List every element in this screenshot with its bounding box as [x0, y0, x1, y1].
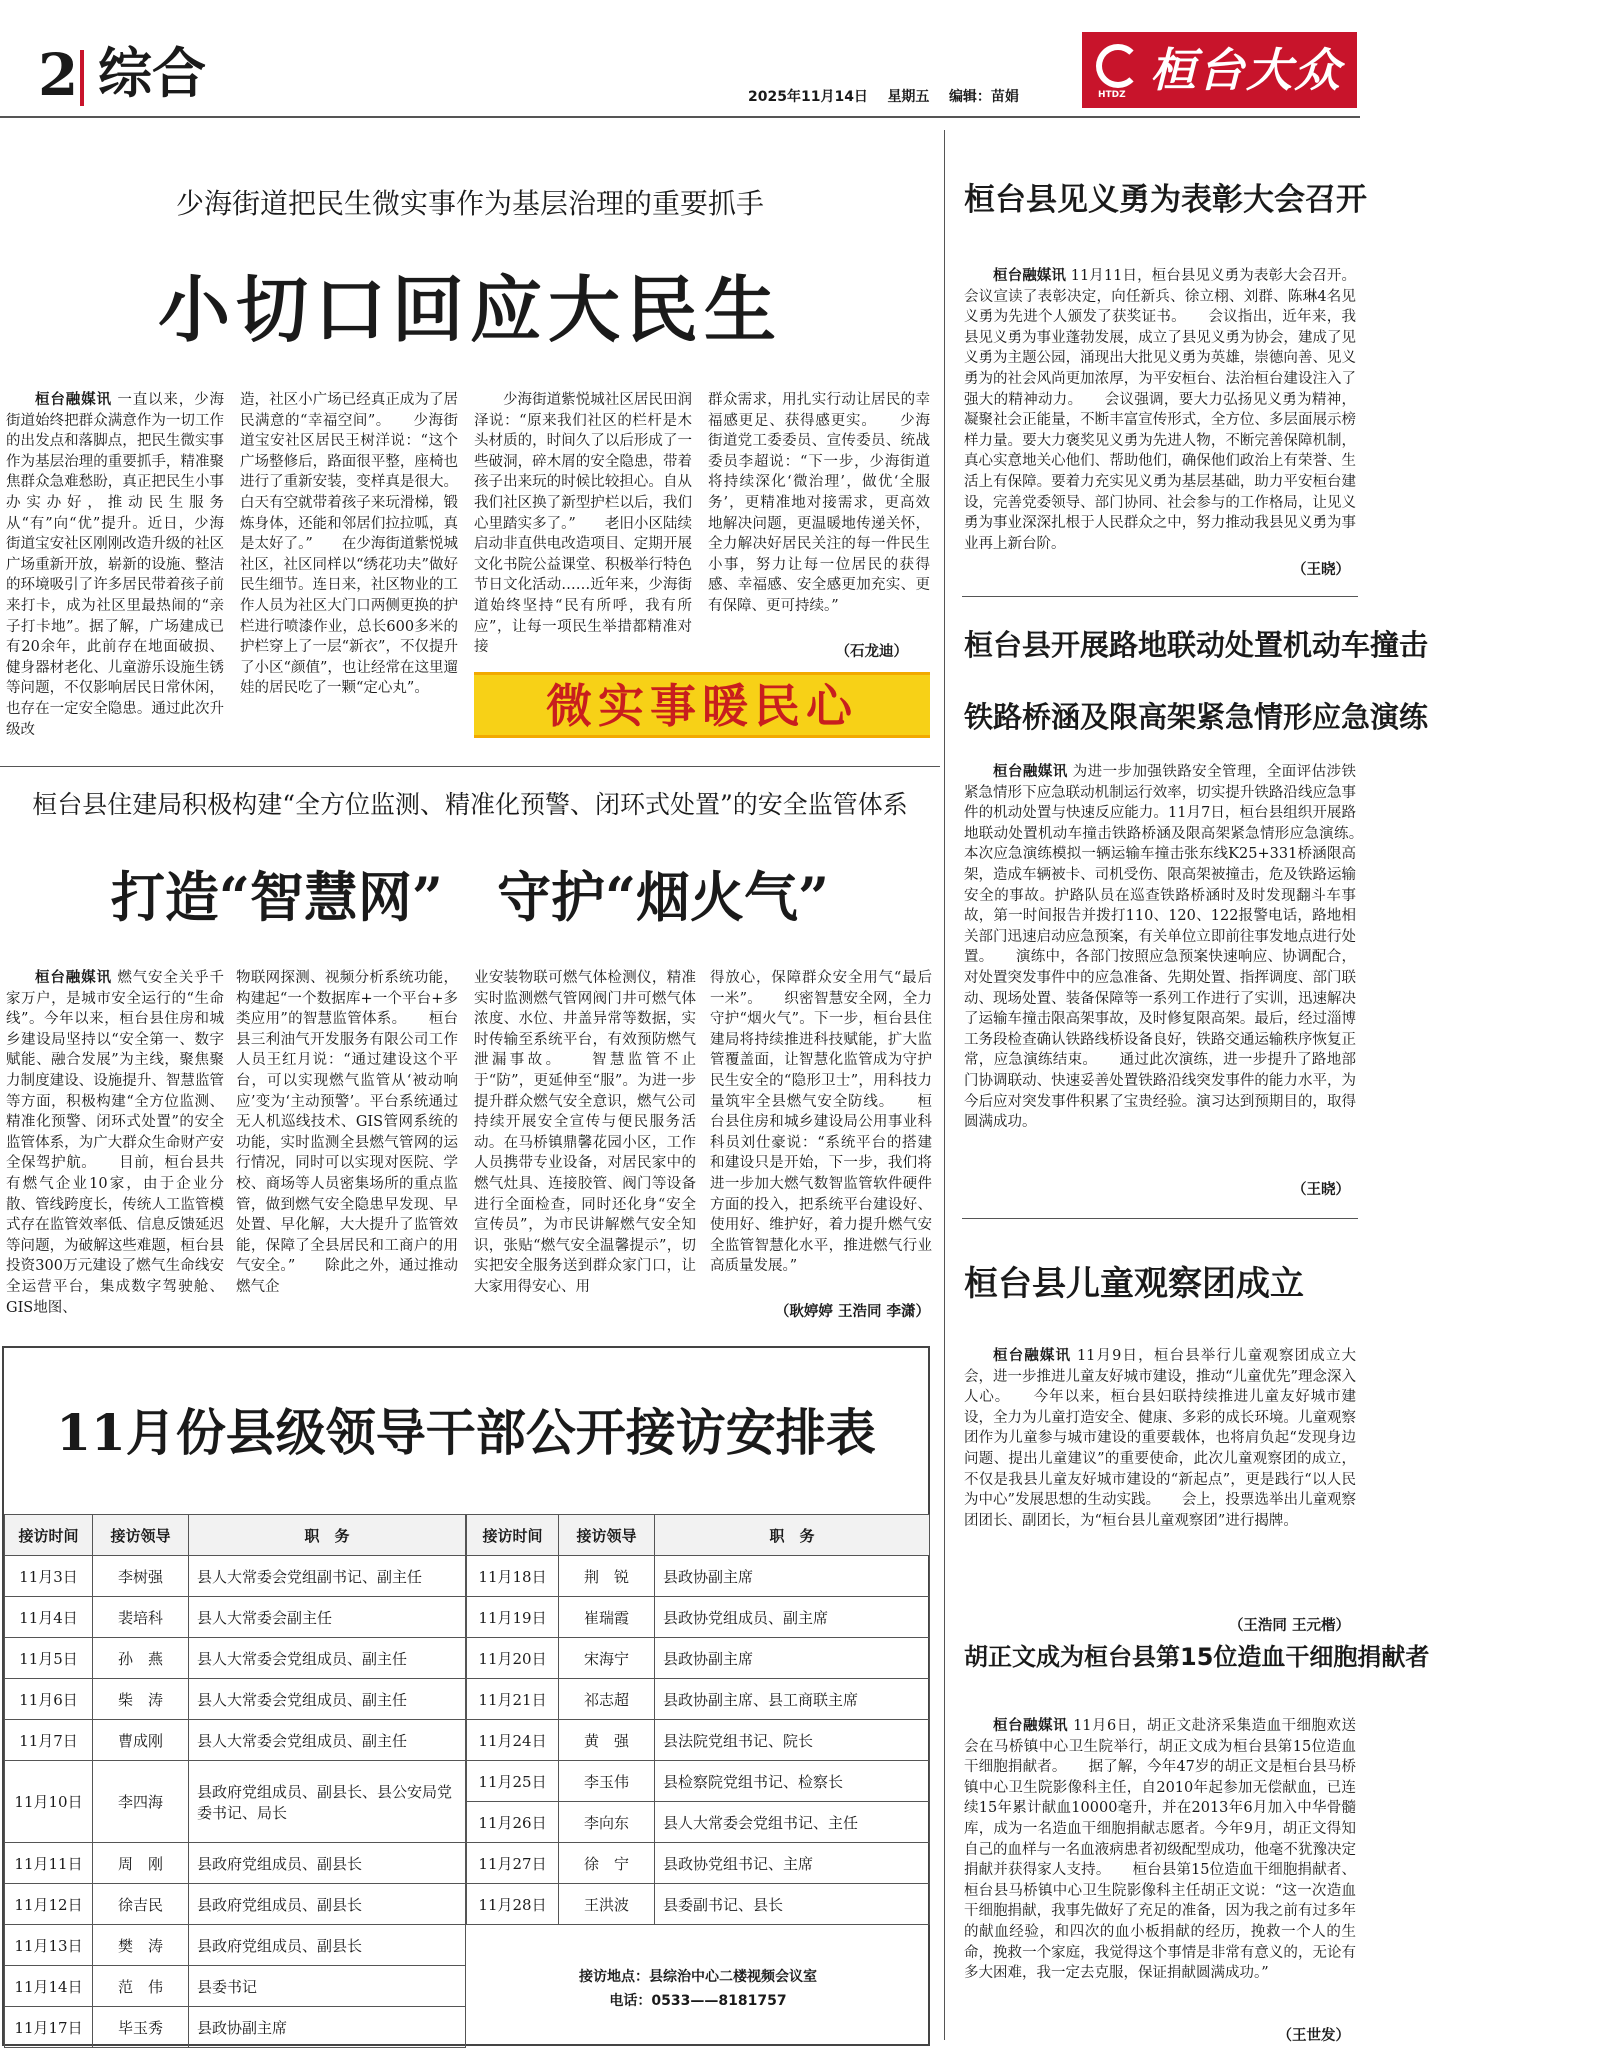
- leader-position: 县人大常委会党组成员、副主任: [189, 1638, 466, 1679]
- a1-col-2-text: 造，社区小广场已经真正成为了居民满意的“幸福空间”。 少海街道宝安社区居民王树洋说：“这个广场整修后，路面很平整，座椅也进行了重新安装，变样真是很大。白天有空就带着孩子来玩滑梯，锻炼身体，还能和邻居们拉拉呱，真是太好了。” 在少海街道紫悦城社区，社区同样以“绣花功夫”做好民生细节。连日来，社区物业的工作人员为社区大门口两侧更换的护栏进行喷漆作业，总长600多米的护栏穿上了一层“新衣”，不仅提升了小区“颜值”，也让经常在这里遛娃的居民吃了一颗“定心丸”。: [240, 392, 458, 697]
- schedule-row: [467, 1843, 930, 1884]
- r2-title-1: 桓台县开展路地联动处置机动车撞击: [964, 628, 1429, 662]
- schedule-row: [467, 1556, 930, 1597]
- leader-name: 徐 宁: [559, 1843, 655, 1884]
- leader-position: 县委副书记、县长: [655, 1884, 930, 1925]
- leader-position: 县政协副主席: [655, 1556, 930, 1597]
- a1-banner-text: 微实事暖民心: [546, 679, 858, 733]
- leader-name: 宋海宁: [559, 1638, 655, 1679]
- leader-position: 县人大常委会党组成员、副主任: [189, 1720, 466, 1761]
- a1-signature: （石龙迪）: [835, 644, 908, 660]
- schedule-row: [5, 1720, 466, 1761]
- visit-date: 11月24日: [467, 1720, 559, 1761]
- schedule-row: [467, 1638, 930, 1679]
- leader-position: 县人大常委会副主任: [189, 1597, 466, 1638]
- schedule-box: [2, 1346, 930, 2046]
- visit-date: 11月18日: [467, 1556, 559, 1597]
- a2-col-2: [236, 968, 458, 1318]
- a1-col-1-text: 一直以来，少海街道始终把群众满意作为一切工作的出发点和落脚点，把民生微实事作为基层治理的重要抓手，精准聚焦群众急难愁盼，真正把民生小事办实办好，推动民生服务从“有”向“优”提升。近日，少海街道宝安社区刚刚改造升级的社区广场重新开放，崭新的设施、整洁的环境吸引了许多居民带着孩子前来打卡，成为社区里最热闹的“亲子打卡地”。据了解，广场建成已有20余年，此前存在地面破损、健身器材老化、儿童游乐设施生锈等问题，不仅影响居民日常休闲，也存在一定安全隐患。通过此次升级改: [6, 392, 225, 738]
- col-leader: 接访领导: [559, 1515, 655, 1556]
- a1-col-2: [240, 390, 458, 750]
- a1-col-4: [708, 390, 930, 640]
- logo-sub: HTDZ: [1098, 90, 1126, 100]
- col-leader: 接访领导: [93, 1515, 189, 1556]
- visit-date: 11月7日: [5, 1720, 93, 1761]
- a1-bottom-rule: [0, 766, 940, 767]
- schedule-row: [5, 1884, 466, 1925]
- issue-date: [748, 86, 1019, 106]
- col-position: 职 务: [189, 1515, 466, 1556]
- visit-date: 11月4日: [5, 1597, 93, 1638]
- schedule-row: [5, 2007, 466, 2048]
- page-number: 2: [38, 41, 79, 109]
- leader-position: 县政协党组成员、副主席: [655, 1597, 930, 1638]
- col-time: 接访时间: [5, 1515, 93, 1556]
- visit-date: 11月14日: [5, 1966, 93, 2007]
- visit-date: 11月10日: [5, 1761, 93, 1843]
- r4-byline: 桓台融媒讯: [993, 1718, 1068, 1734]
- col-position: 职 务: [655, 1515, 930, 1556]
- visit-date: 11月12日: [5, 1884, 93, 1925]
- r3-body: [964, 1346, 1356, 1614]
- schedule-row: [5, 1925, 466, 1966]
- r2-byline: 桓台融媒讯: [993, 764, 1068, 780]
- a2-col-4: [710, 968, 932, 1298]
- visit-date: 11月11日: [5, 1843, 93, 1884]
- editor-text: 编辑：苗娟: [948, 89, 1019, 105]
- leader-position: 县政协副主席、县工商联主席: [655, 1679, 930, 1720]
- visit-date: 11月5日: [5, 1638, 93, 1679]
- leader-position: 县政府党组成员、副县长: [189, 1843, 466, 1884]
- schedule-address: 接访地点：县综治中心二楼视频会议室: [579, 1969, 817, 1985]
- a1-col-1: [6, 390, 224, 750]
- leader-name: 崔瑞霞: [559, 1597, 655, 1638]
- a2-col-1: [6, 968, 224, 1318]
- r3-byline: 桓台融媒讯: [993, 1348, 1072, 1364]
- leader-name: 孙 燕: [93, 1638, 189, 1679]
- leader-name: 毕玉秀: [93, 2007, 189, 2048]
- weekday-text: 星期五: [887, 89, 930, 105]
- leader-name: 黄 强: [559, 1720, 655, 1761]
- schedule-row: [467, 1597, 930, 1638]
- a2-signature: （耿婷婷 王浩同 李潇）: [774, 1304, 930, 1320]
- r4-signature: （王世发）: [1277, 2028, 1350, 2044]
- a2-col-3-text: 业安装物联可燃气体检测仪，精准实时监测燃气管网阀门井可燃气体浓度、水位、井盖异常等数据，实时传输至系统平台，有效预防燃气泄漏事故。 智慧监管不止于“防”，更延伸至“服”。为进一步提升群众燃气安全意识，燃气公司持续开展安全宣传与便民服务活动。在马桥镇鼎馨花园小区，工作人员携带专业设备，对居民家中的燃气灶具、连接胶管、阀门等设备进行全面检查，同时还化身“安全宣传员”，为市民讲解燃气安全知识，张贴“燃气安全温馨提示”，切实把安全服务送到群众家门口，让大家用得安心、用: [474, 970, 696, 1295]
- r1-body: [964, 266, 1356, 576]
- r2-body: [964, 762, 1385, 1174]
- column-divider: [944, 130, 945, 2040]
- schedule-row: [5, 1597, 466, 1638]
- leader-position: 县政协副主席: [655, 1638, 930, 1679]
- r1-body-text: 11月11日，桓台县见义勇为表彰大会召开。会议宣读了表彰决定，向任新兵、徐立栩、刘群、陈琳4名见义勇为先进个人颁发了获奖证书。 会议指出，近年来，我县见义勇为事业蓬勃发展，成立了县见义勇为协会，建成了见义勇为主题公园，涌现出大批见义勇为英雄，崇德向善、见义勇为的社会风尚更加浓厚，为平安桓台、法治桓台建设注入了强大的精神动力。 会议强调，要大力弘扬见义勇为精神，凝聚社会正能量，不断丰富宣传形式，全方位、多层面展示榜样力量。要大力褒奖见义勇为先进人物，不断完善保障机制，真心实意地关心他们、帮助他们，确保他们政治上有荣誉、生活上有保障。要着力充实见义勇为基层基础，助力平安桓台建设，完善党委领导、部门协同、社会参与的工作格局，让见义勇为事业深深扎根于人民群众之中，努力推动我县见义勇为事业再上新台阶。: [964, 268, 1357, 552]
- leader-position: 县政府党组成员、副县长: [189, 1884, 466, 1925]
- leader-name: 樊 涛: [93, 1925, 189, 1966]
- r1-byline: 桓台融媒讯: [993, 268, 1067, 284]
- leader-position: 县人大常委会党组副书记、副主任: [189, 1556, 466, 1597]
- leader-name: 李四海: [93, 1761, 189, 1843]
- r1-signature: （王晓）: [1292, 562, 1350, 578]
- a1-col-3: [474, 390, 692, 660]
- logo-text: 桓台大众: [1150, 43, 1342, 97]
- header-divider: [80, 50, 84, 106]
- visit-date: 11月25日: [467, 1761, 559, 1802]
- visit-date: 11月28日: [467, 1884, 559, 1925]
- leader-name: 李向东: [559, 1802, 655, 1843]
- visit-date: 11月6日: [5, 1679, 93, 1720]
- leader-name: 范 伟: [93, 1966, 189, 2007]
- visit-date: 11月21日: [467, 1679, 559, 1720]
- a2-byline: 桓台融媒讯: [35, 970, 112, 986]
- leader-position: 县政府党组成员、副县长: [189, 1925, 466, 1966]
- a1-banner: [474, 672, 930, 738]
- a1-col-3-text: 少海街道紫悦城社区居民田润泽说：“原来我们社区的栏杆是木头材质的，时间久了以后形成了一些破洞，碎木屑的安全隐患，带着孩子出来玩的时候比较担心。自从我们社区换了新型护栏以后，我们心里踏实多了。” 老旧小区陆续启动非直供电改造项目、定期开展文化书院公益课堂、积极举行特色节日文化活动……近年来，少海街道始终坚持“民有所呼，我有所应”，让每一项民生举措都精准对接: [474, 392, 692, 656]
- schedule-row: [5, 1843, 466, 1884]
- visit-date: 11月13日: [5, 1925, 93, 1966]
- a2-col-3: [474, 968, 696, 1318]
- r2-signature: （王晓）: [1292, 1182, 1350, 1198]
- leader-name: 周 刚: [93, 1843, 189, 1884]
- r4-body-text: 11月6日，胡正文赴济采集造血干细胞欢送会在马桥镇中心卫生院举行，胡正文成为桓台县第15位造血干细胞捐献者。 据了解，今年47岁的胡正文是桓台县马桥镇中心卫生院影像科主任，自2010年起参加无偿献血，已连续15年累计献血10000毫升，并在2013年6月加入中华骨髓库，成为一名造血干细胞捐献志愿者。今年9月，胡正文得知自己的血样与一名血液病患者初级配型成功，他毫不犹豫决定捐献并获得家人支持。 桓台县第15位造血干细胞捐献者、桓台县马桥镇中心卫生院影像科主任胡正文说：“这一次造血干细胞捐献，我事先做好了充足的准备，因为我之前有过多年的献血经验，和四次的血小板捐献的经历，挽救一个人的生命，挽救一个家庭，我觉得这个事情是非常有意义的，无论有多大困难，我一定去克服，保证捐献圆满成功。”: [964, 1718, 1357, 1982]
- r4-title: 胡正文成为桓台县第15位造血干细胞捐献者: [964, 1643, 1430, 1671]
- col-time: 接访时间: [467, 1515, 559, 1556]
- leader-name: 柴 涛: [93, 1679, 189, 1720]
- schedule-table-right: [466, 1514, 930, 1925]
- a2-kicker: 桓台县住建局积极构建“全方位监测、精准化预警、闭环式处置”的安全监管体系: [32, 790, 908, 819]
- r3-title: 桓台县儿童观察团成立: [964, 1264, 1304, 1304]
- visit-date: 11月3日: [5, 1556, 93, 1597]
- a1-col-4-text: 群众需求，用扎实行动让居民的幸福感更足、获得感更实。 少海街道党工委委员、宣传委员、统战委员李超说：“下一步，少海街道将持续深化‘微治理’，做优‘全服务’，更精准地对接需求，更高效地解决问题，更温暖地传递关怀，全力解决好居民关注的每一件民生小事，努力让每一位居民的获得感、幸福感、安全感更加充实、更有保障、更可持续。”: [708, 392, 930, 614]
- leader-name: 王洪波: [559, 1884, 655, 1925]
- leader-name: 李玉伟: [559, 1761, 655, 1802]
- a2-col-1-text: 燃气安全关乎千家万户，是城市安全运行的“生命线”。今年以来，桓台县住房和城乡建设局坚持以“安全第一、数字赋能、融合发展”为主线，聚焦聚力制度建设、设施提升、智慧监管等方面，积极构建“全方位监测、精准化预警、闭环式处置”的安全监管体系，为广大群众生命财产安全保驾护航。 目前，桓台县共有燃气企业10家，由于企业分散、管线跨度长，传统人工监管模式存在监管效率低、信息反馈延迟等问题，为破解这些难题，桓台县投资300万元建设了燃气生命线安全运营平台，集成数字驾驶舱、GIS地图、: [6, 970, 225, 1316]
- schedule-row: [467, 1679, 930, 1720]
- r1-rule: [962, 596, 1358, 597]
- leader-position: 县政协副主席: [189, 2007, 466, 2048]
- leader-position: 县法院党组书记、院长: [655, 1720, 930, 1761]
- leader-position: 县政府党组成员、副县长、县公安局党委书记、局长: [189, 1761, 466, 1843]
- schedule-title: 11月份县级领导干部公开接访安排表: [56, 1403, 876, 1462]
- r2-rule: [962, 1218, 1358, 1219]
- r4-body: [964, 1716, 1356, 2024]
- visit-date: 11月17日: [5, 2007, 93, 2048]
- a1-title: 小切口回应大民生: [157, 267, 782, 352]
- a2-col-4-text: 得放心，保障群众安全用气“最后一米”。 织密智慧安全网，全力守护“烟火气”。下一步，桓台县住建局将持续推进科技赋能，扩大监管覆盖面，让智慧化监管成为守护民生安全的“隐形卫士”，用科技力量筑牢全县燃气安全防线。 桓台县住房和城乡建设局公用事业科科员刘仕豪说：“系统平台的搭建和建设只是开始，下一步，我们将进一步加大燃气数智监管软件硬件方面的投入，把系统平台建设好、使用好、维护好，着力提升燃气安全监管智慧化水平，推进燃气行业高质量发展。”: [710, 970, 932, 1275]
- visit-date: 11月26日: [467, 1802, 559, 1843]
- schedule-row: [467, 1884, 930, 1925]
- r3-signature: （王浩同 王元楷）: [1228, 1618, 1350, 1634]
- leader-position: 县人大常委会党组成员、副主任: [189, 1679, 466, 1720]
- a1-byline: 桓台融媒讯: [35, 392, 112, 408]
- schedule-row: [5, 1638, 466, 1679]
- date-text: 2025年11月14日: [748, 89, 868, 105]
- schedule-table-left: [4, 1514, 466, 2048]
- leader-name: 祁志超: [559, 1679, 655, 1720]
- visit-date: 11月27日: [467, 1843, 559, 1884]
- leader-position: 县检察院党组书记、检察长: [655, 1761, 930, 1802]
- schedule-row: [467, 1761, 930, 1802]
- schedule-row: [5, 1761, 466, 1843]
- r2-title-2: 铁路桥涵及限高架紧急情形应急演练: [964, 700, 1429, 734]
- schedule-row: [5, 1966, 466, 2007]
- leader-position: 县人大常委会党组书记、主任: [655, 1802, 930, 1843]
- schedule-row: [467, 1720, 930, 1761]
- leader-name: 曹成刚: [93, 1720, 189, 1761]
- section-title: 综合: [98, 42, 206, 105]
- logo-swirl-icon: [1096, 44, 1140, 88]
- visit-date: 11月20日: [467, 1638, 559, 1679]
- r2-body-text: 为进一步加强铁路安全管理，全面评估涉铁紧急情形下应急联动机制运行效率，切实提升铁路沿线应急事件的机动处置与快速反应能力。11月7日，桓台县组织开展路地联动处置机动车撞击铁路桥涵及限高架紧急情形应急演练。 本次应急演练模拟一辆运输车撞击张东线K25+331桥涵限高架，造成车辆被卡、司机受伤、限高架被撞击，危及铁路运输安全的事故。护路队员在巡查铁路桥涵时及时发现翻斗车事故，第一时间报告并拨打110、120、122报警电话，路地相关部门迅速启动应急预案，有关单位立即前往事发地点进行处置。 演练中，各部门按照应急预案快速响应、协调配合，对处置突发事件中的应急准备、先期处置、指挥调度、部门联动、现场处置、装备保障等一系列工作进行了实训，迅速解决了运输车撞击限高架事故，及时修复限高架。最后，经过淄博工务段检查确认铁路线桥设备良好，铁路交通运输秩序恢复正常，应急演练结束。 通过此次演练，进一步提升了路地部门协调联动、快速妥善处置铁路沿线突发事件的能力水平，为今后应对突发事件积累了宝贵经验。演习达到预期目的，取得圆满成功。: [964, 764, 1385, 1131]
- schedule-phone: 电话：0533——8181757: [609, 1993, 787, 2009]
- leader-name: 徐吉民: [93, 1884, 189, 1925]
- leader-position: 县委书记: [189, 1966, 466, 2007]
- r3-body-text: 11月9日，桓台县举行儿童观察团成立大会，进一步推进儿童友好城市建设，推动“儿童优先”理念深入人心。 今年以来，桓台县妇联持续推进儿童友好城市建设，全力为儿童打造安全、健康、多彩的成长环境。儿童观察团作为儿童参与城市建设的重要载体，也将肩负起“发现身边问题、提出儿童建议”的重要使命，此次儿童观察团的成立，不仅是我县儿童友好城市建设的“新起点”，更是践行“以人民为中心”发展思想的生动实践。 会上，投票选举出儿童观察团团长、副团长，为“桓台县儿童观察团”进行揭牌。: [964, 1348, 1356, 1529]
- a2-col-2-text: 物联网探测、视频分析系统功能，构建起“一个数据库+一个平台+多类应用”的智慧监管体系。 桓台县三利油气开发服务有限公司工作人员王红月说：“通过建设这个平台，可以实现燃气监管从‘被动响应’变为‘主动预警’。平台系统通过无人机巡线技术、GIS管网系统的功能，实时监测全县燃气管网的运行情况，同时可以实现对医院、学校、商场等人员密集场所的重点监管，做到燃气安全隐患早发现、早处置、早化解，大大提升了监管效能，保障了全县居民和工商户的用气安全。” 除此之外，通过推动燃气企: [236, 970, 458, 1295]
- schedule-row: [5, 1679, 466, 1720]
- visit-date: 11月19日: [467, 1597, 559, 1638]
- schedule-row: [467, 1802, 930, 1843]
- leader-name: 荆 锐: [559, 1556, 655, 1597]
- r1-title: 桓台县见义勇为表彰大会召开: [964, 182, 1367, 218]
- header-rule: [0, 116, 1360, 118]
- a1-kicker: 少海街道把民生微实事作为基层治理的重要抓手: [175, 187, 764, 220]
- leader-name: 裴培科: [93, 1597, 189, 1638]
- masthead-logo: [1082, 32, 1357, 108]
- leader-name: 李树强: [93, 1556, 189, 1597]
- leader-position: 县政协党组书记、主席: [655, 1843, 930, 1884]
- schedule-row: [5, 1556, 466, 1597]
- a2-title: 打造“智慧网” 守护“烟火气”: [110, 865, 830, 929]
